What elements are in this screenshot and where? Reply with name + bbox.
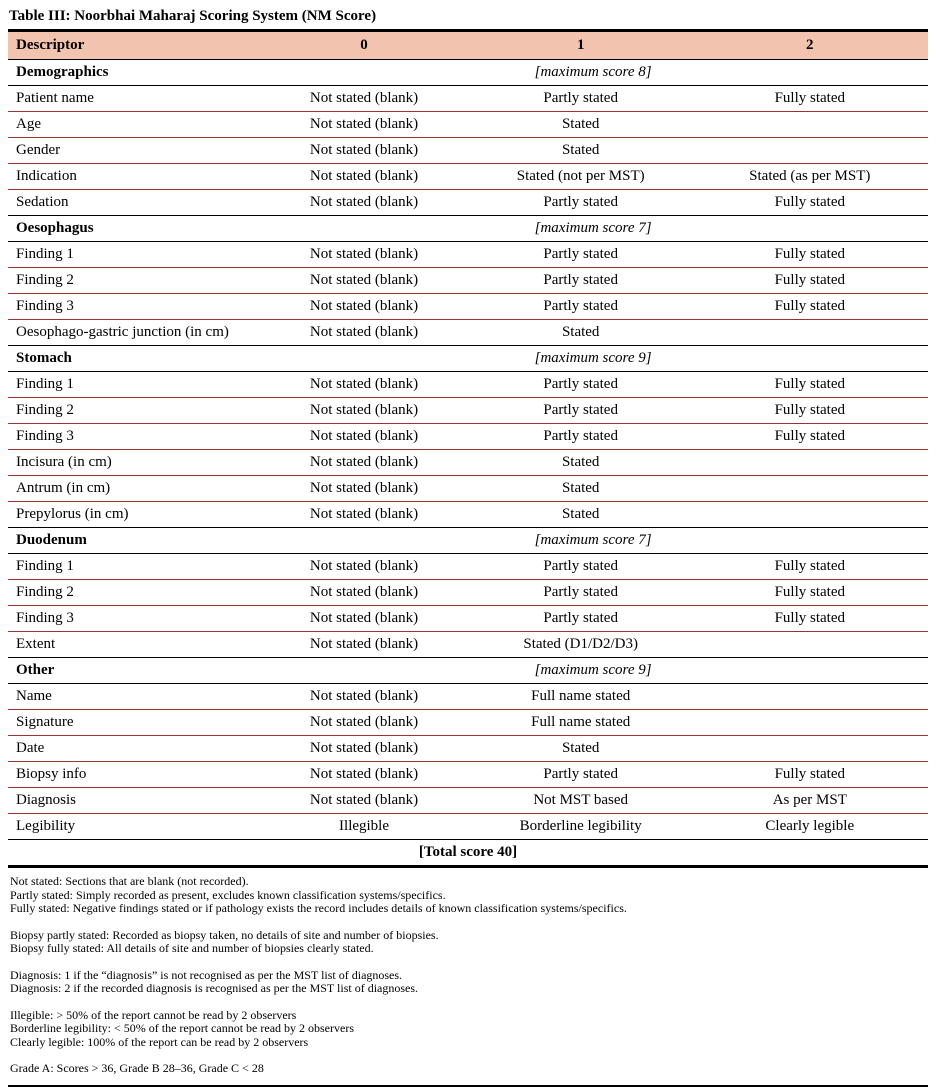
score-cell: Borderline legibility: [470, 814, 692, 840]
footnote-line: Clearly legible: 100% of the report can be read by 2 observers: [10, 1034, 309, 1049]
table-row: [8, 788, 928, 814]
score-cell: [692, 138, 928, 164]
score-cell: Fully stated: [692, 398, 928, 424]
score-cell: Not stated (blank): [258, 710, 470, 736]
score-cell: Stated: [470, 736, 692, 762]
table-row: [8, 86, 928, 112]
score-cell: Not stated (blank): [258, 320, 470, 346]
descriptor-cell: Prepylorus (in cm): [8, 502, 258, 528]
section-label: Duodenum: [8, 528, 258, 554]
table-row: [8, 450, 928, 476]
score-cell: Not stated (blank): [258, 294, 470, 320]
col-header-score-0: 0: [360, 37, 368, 53]
section-max-score: [maximum score 9]: [258, 658, 928, 684]
table-row: [8, 372, 928, 398]
score-cell: [692, 320, 928, 346]
descriptor-cell: Legibility: [8, 814, 258, 840]
descriptor-cell: Finding 3: [8, 606, 258, 632]
score-cell: Stated (D1/D2/D3): [470, 632, 692, 658]
section-row: [8, 528, 928, 554]
score-cell: Partly stated: [470, 86, 692, 112]
score-cell: Not stated (blank): [258, 476, 470, 502]
score-cell: Not stated (blank): [258, 372, 470, 398]
footnote-group: [10, 1062, 928, 1076]
score-cell: Not stated (blank): [258, 112, 470, 138]
score-cell: Partly stated: [470, 242, 692, 268]
score-cell: Not stated (blank): [258, 554, 470, 580]
table-row: [8, 164, 928, 190]
score-cell: Fully stated: [692, 294, 928, 320]
col-header-score-2: 2: [806, 37, 814, 53]
footnote-line: Diagnosis: 1 if the “diagnosis” is not recognised as per the MST list of diagnoses.: [10, 967, 403, 982]
score-cell: Not stated (blank): [258, 606, 470, 632]
score-cell: Partly stated: [470, 294, 692, 320]
score-cell: Stated: [470, 502, 692, 528]
table-row: [8, 632, 928, 658]
table-row: [8, 190, 928, 216]
table-row: [8, 580, 928, 606]
score-cell: Partly stated: [470, 424, 692, 450]
score-cell: Partly stated: [470, 580, 692, 606]
table-row: [8, 476, 928, 502]
score-cell: Fully stated: [692, 580, 928, 606]
table-row: [8, 424, 928, 450]
table-row: [8, 268, 928, 294]
score-cell: Partly stated: [470, 372, 692, 398]
descriptor-cell: Finding 3: [8, 294, 258, 320]
score-cell: Stated (as per MST): [692, 164, 928, 190]
table-row: [8, 294, 928, 320]
score-cell: As per MST: [692, 788, 928, 814]
score-cell: Not stated (blank): [258, 242, 470, 268]
table-row: [8, 606, 928, 632]
score-cell: Not stated (blank): [258, 684, 470, 710]
score-cell: Not stated (blank): [258, 268, 470, 294]
score-cell: Not stated (blank): [258, 86, 470, 112]
footnote-line: Biopsy partly stated: Recorded as biopsy taken, no details of site and number of biopsies.: [10, 927, 439, 942]
score-cell: Partly stated: [470, 398, 692, 424]
score-cell: Fully stated: [692, 86, 928, 112]
section-label: Other: [8, 658, 258, 684]
score-cell: Full name stated: [470, 710, 692, 736]
footnote-group: [10, 1009, 928, 1050]
section-row: [8, 346, 928, 372]
table-row: [8, 710, 928, 736]
footnotes: [8, 875, 928, 1076]
score-cell: Illegible: [258, 814, 470, 840]
score-cell: Not stated (blank): [258, 502, 470, 528]
footnote-group: [10, 929, 928, 956]
section-max-score: [maximum score 7]: [258, 216, 928, 242]
score-cell: Not stated (blank): [258, 788, 470, 814]
descriptor-cell: Sedation: [8, 190, 258, 216]
score-cell: [692, 710, 928, 736]
score-cell: Fully stated: [692, 372, 928, 398]
score-cell: Stated (not per MST): [470, 164, 692, 190]
table-title: Table III: Noorbhai Maharaj Scoring System (NM Score): [9, 8, 377, 24]
score-cell: [692, 632, 928, 658]
score-cell: Partly stated: [470, 554, 692, 580]
footnote-line: Borderline legibility: < 50% of the report cannot be read by 2 observers: [10, 1021, 354, 1035]
footnote-group: [10, 969, 928, 996]
score-cell: Stated: [470, 450, 692, 476]
descriptor-cell: Finding 3: [8, 424, 258, 450]
score-cell: [692, 450, 928, 476]
section-label: Stomach: [8, 346, 258, 372]
section-max-score: [maximum score 9]: [258, 346, 928, 372]
score-cell: Not MST based: [470, 788, 692, 814]
score-cell: Stated: [470, 112, 692, 138]
total-row: [8, 840, 928, 867]
table-row: [8, 762, 928, 788]
score-cell: Full name stated: [470, 684, 692, 710]
descriptor-cell: Finding 1: [8, 372, 258, 398]
nm-score-table: [8, 29, 928, 868]
section-label: Demographics: [8, 60, 258, 86]
col-header-score-1: 1: [576, 37, 585, 53]
table-row: [8, 138, 928, 164]
descriptor-cell: Oesophago-gastric junction (in cm): [8, 320, 258, 346]
score-cell: Partly stated: [470, 268, 692, 294]
descriptor-cell: Finding 1: [8, 554, 258, 580]
score-cell: Fully stated: [692, 424, 928, 450]
footnote-group: [10, 875, 928, 916]
footnote-line: Not stated: Sections that are blank (not recorded).: [10, 874, 249, 888]
score-cell: Fully stated: [692, 762, 928, 788]
descriptor-cell: Patient name: [8, 86, 258, 112]
header-row: [8, 31, 928, 60]
descriptor-cell: Signature: [8, 710, 258, 736]
score-cell: Fully stated: [692, 190, 928, 216]
total-score: [Total score 40]: [8, 840, 928, 867]
descriptor-cell: Incisura (in cm): [8, 450, 258, 476]
table-row: [8, 112, 928, 138]
descriptor-cell: Indication: [8, 164, 258, 190]
footnote-line: Fully stated: Negative findings stated or if pathology exists the record includes details of known classification systems/specifics.: [10, 901, 627, 915]
score-cell: [692, 112, 928, 138]
score-cell: Not stated (blank): [258, 736, 470, 762]
score-cell: Fully stated: [692, 242, 928, 268]
score-cell: [692, 736, 928, 762]
footnote-line: Illegible: > 50% of the report cannot be read by 2 observers: [10, 1007, 297, 1022]
descriptor-cell: Finding 2: [8, 268, 258, 294]
section-row: [8, 216, 928, 242]
descriptor-cell: Diagnosis: [8, 788, 258, 814]
descriptor-cell: Finding 1: [8, 242, 258, 268]
score-cell: Clearly legible: [692, 814, 928, 840]
score-cell: Partly stated: [470, 606, 692, 632]
score-cell: Partly stated: [470, 762, 692, 788]
score-cell: Not stated (blank): [258, 138, 470, 164]
score-cell: Not stated (blank): [258, 164, 470, 190]
section-max-score: [maximum score 8]: [258, 60, 928, 86]
score-cell: Stated: [470, 320, 692, 346]
footnote-line: Partly stated: Simply recorded as present, excludes known classification systems/specifics.: [10, 887, 446, 902]
score-cell: Not stated (blank): [258, 398, 470, 424]
section-label: Oesophagus: [8, 216, 258, 242]
score-cell: [692, 684, 928, 710]
descriptor-cell: Biopsy info: [8, 762, 258, 788]
score-cell: Not stated (blank): [258, 190, 470, 216]
descriptor-cell: Date: [8, 736, 258, 762]
score-cell: Fully stated: [692, 268, 928, 294]
section-max-score: [maximum score 7]: [258, 528, 928, 554]
table-row: [8, 320, 928, 346]
score-cell: Not stated (blank): [258, 580, 470, 606]
footnote-line: Grade A: Scores > 36, Grade B 28–36, Grade C < 28: [10, 1061, 264, 1075]
col-header-descriptor: Descriptor: [16, 37, 85, 53]
section-row: [8, 658, 928, 684]
table-row: [8, 814, 928, 840]
table-row: [8, 502, 928, 528]
descriptor-cell: Finding 2: [8, 580, 258, 606]
score-cell: Not stated (blank): [258, 450, 470, 476]
score-cell: Not stated (blank): [258, 632, 470, 658]
footnote-line: Diagnosis: 2 if the recorded diagnosis is recognised as per the MST list of diagnoses.: [10, 981, 419, 995]
descriptor-cell: Gender: [8, 138, 258, 164]
table-body: [8, 60, 928, 867]
score-cell: [692, 502, 928, 528]
score-cell: Partly stated: [470, 190, 692, 216]
score-cell: Fully stated: [692, 606, 928, 632]
descriptor-cell: Name: [8, 684, 258, 710]
descriptor-cell: Extent: [8, 632, 258, 658]
descriptor-cell: Antrum (in cm): [8, 476, 258, 502]
score-cell: Not stated (blank): [258, 424, 470, 450]
score-cell: Stated: [470, 476, 692, 502]
descriptor-cell: Finding 2: [8, 398, 258, 424]
table-row: [8, 554, 928, 580]
bottom-rule: [8, 1085, 928, 1087]
score-cell: Stated: [470, 138, 692, 164]
table-row: [8, 684, 928, 710]
table-row: [8, 242, 928, 268]
score-cell: Not stated (blank): [258, 762, 470, 788]
descriptor-cell: Age: [8, 112, 258, 138]
section-row: [8, 60, 928, 86]
footnote-line: Biopsy fully stated: All details of site and number of biopsies clearly stated.: [10, 941, 374, 955]
score-cell: Fully stated: [692, 554, 928, 580]
table-row: [8, 736, 928, 762]
score-cell: [692, 476, 928, 502]
table-row: [8, 398, 928, 424]
